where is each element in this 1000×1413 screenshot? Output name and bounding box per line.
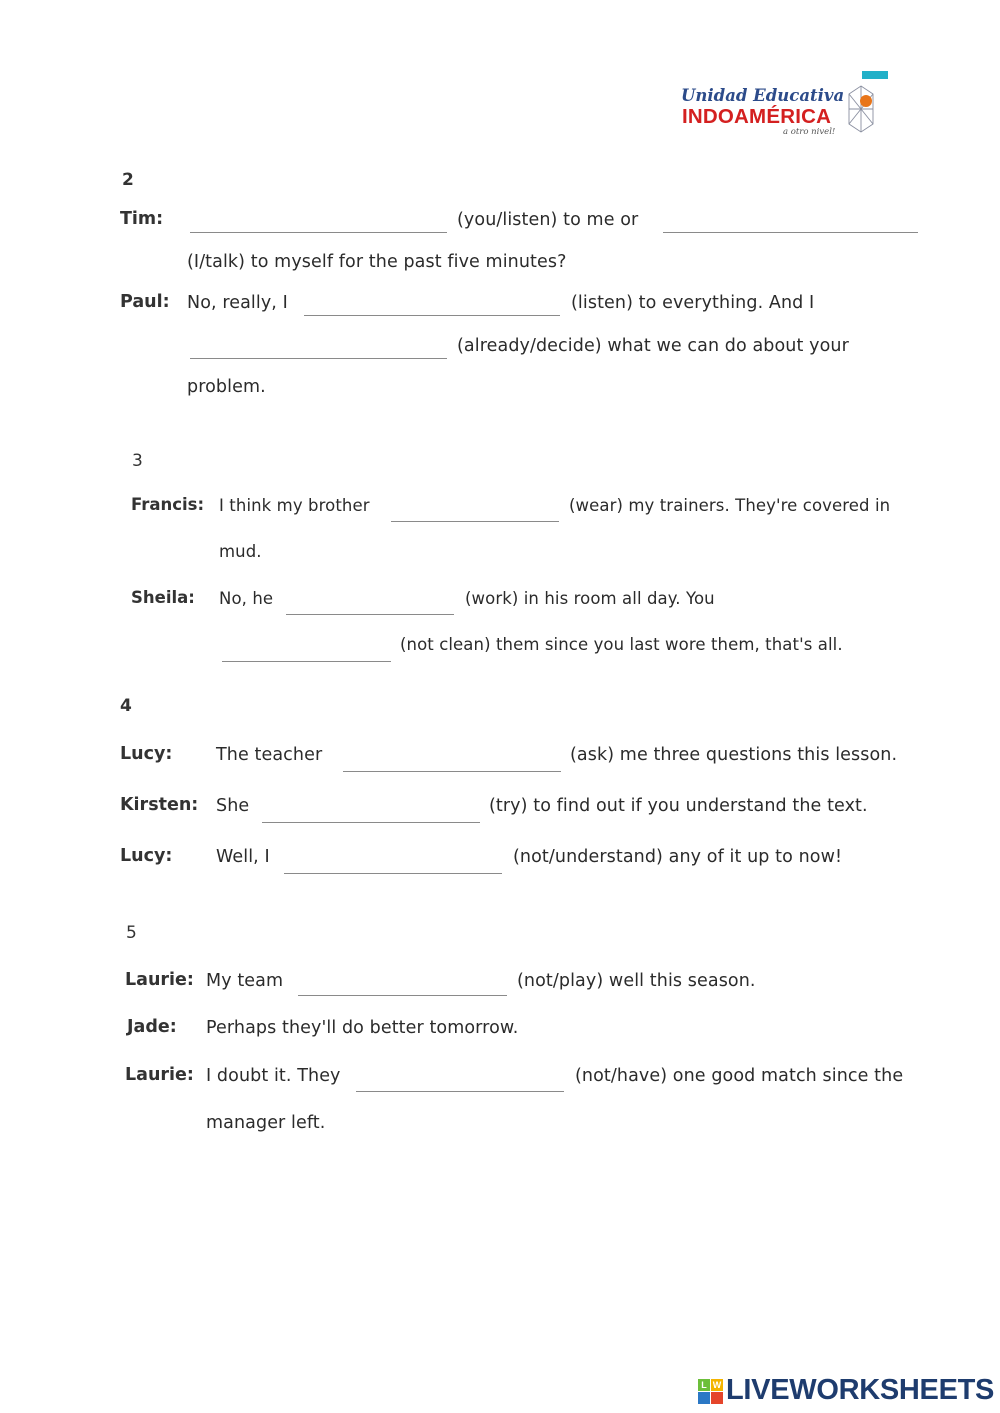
dialogue-text: (try) to find out if you understand the text. [489, 796, 868, 816]
dialogue-text: The teacher [216, 745, 323, 765]
answer-blank[interactable] [262, 797, 480, 823]
dialogue-text: (already/decide) what we can do about your [457, 336, 849, 356]
liveworksheets-badge-icon [698, 1379, 724, 1405]
dialogue-text: No, he [219, 589, 274, 608]
dialogue-text: I think my brother [219, 496, 370, 515]
logo-line1: Unidad Educativa [681, 86, 845, 105]
speaker-label: Kirsten: [120, 795, 199, 815]
answer-blank[interactable] [304, 290, 560, 316]
dialogue-text: (wear) my trainers. They're covered in [569, 496, 891, 515]
answer-blank[interactable] [284, 848, 502, 874]
speaker-label: Laurie: [125, 1065, 194, 1085]
dialogue-text: problem. [187, 377, 266, 397]
dialogue-text: (not/understand) any of it up to now! [513, 847, 843, 867]
dialogue-text: (ask) me three questions this lesson. [570, 745, 898, 765]
dialogue-text: (not/have) one good match since the [575, 1066, 904, 1086]
dialogue-text: Well, I [216, 847, 270, 867]
speaker-label: Sheila: [131, 588, 195, 607]
speaker-label: Paul: [120, 292, 170, 312]
answer-blank[interactable] [286, 589, 454, 615]
dialogue-text: My team [206, 971, 284, 991]
logo-line2: INDOAMÉRICA [682, 105, 832, 128]
exercise-number: 2 [122, 170, 134, 190]
dialogue-text: Perhaps they'll do better tomorrow. [206, 1018, 519, 1038]
speaker-label: Laurie: [125, 970, 194, 990]
dialogue-text: (listen) to everything. And I [571, 293, 815, 313]
dialogue-text: She [216, 796, 250, 816]
dialogue-text: (I/talk) to myself for the past five minutes? [187, 252, 567, 272]
answer-blank[interactable] [343, 746, 561, 772]
exercise-number: 5 [126, 923, 137, 943]
speaker-label: Jade: [127, 1017, 177, 1037]
dialogue-text: (work) in his room all day. You [465, 589, 715, 608]
badge-tile [698, 1392, 710, 1404]
dialogue-text: mud. [219, 542, 262, 561]
answer-blank[interactable] [391, 496, 559, 522]
exercise-number: 3 [132, 451, 143, 471]
badge-tile [711, 1392, 723, 1404]
badge-letter: W [712, 1380, 722, 1390]
dialogue-text: manager left. [206, 1113, 326, 1133]
dialogue-text: (not/play) well this season. [517, 971, 756, 991]
answer-blank[interactable] [298, 970, 507, 996]
speaker-label: Lucy: [120, 744, 173, 764]
logo-emblem-icon [845, 84, 877, 134]
answer-blank[interactable] [190, 333, 447, 359]
badge-letter: L [698, 1379, 710, 1391]
dialogue-text: (you/listen) to me or [457, 210, 639, 230]
answer-blank[interactable] [356, 1066, 564, 1092]
speaker-label: Lucy: [120, 846, 173, 866]
logo-line3: a otro nivel! [783, 127, 836, 137]
speaker-label: Tim: [120, 209, 164, 229]
dialogue-text: (not clean) them since you last wore them, that's all. [400, 635, 843, 654]
speaker-label: Francis: [131, 495, 205, 514]
dialogue-text: No, really, I [187, 293, 288, 313]
answer-blank[interactable] [222, 636, 391, 662]
answer-blank[interactable] [190, 207, 447, 233]
logo-accent-bar [862, 71, 888, 79]
liveworksheets-wordmark: LIVEWORKSHEETS [726, 1374, 995, 1406]
answer-blank[interactable] [663, 207, 918, 233]
dialogue-text: I doubt it. They [206, 1066, 341, 1086]
exercise-number: 4 [120, 696, 132, 716]
